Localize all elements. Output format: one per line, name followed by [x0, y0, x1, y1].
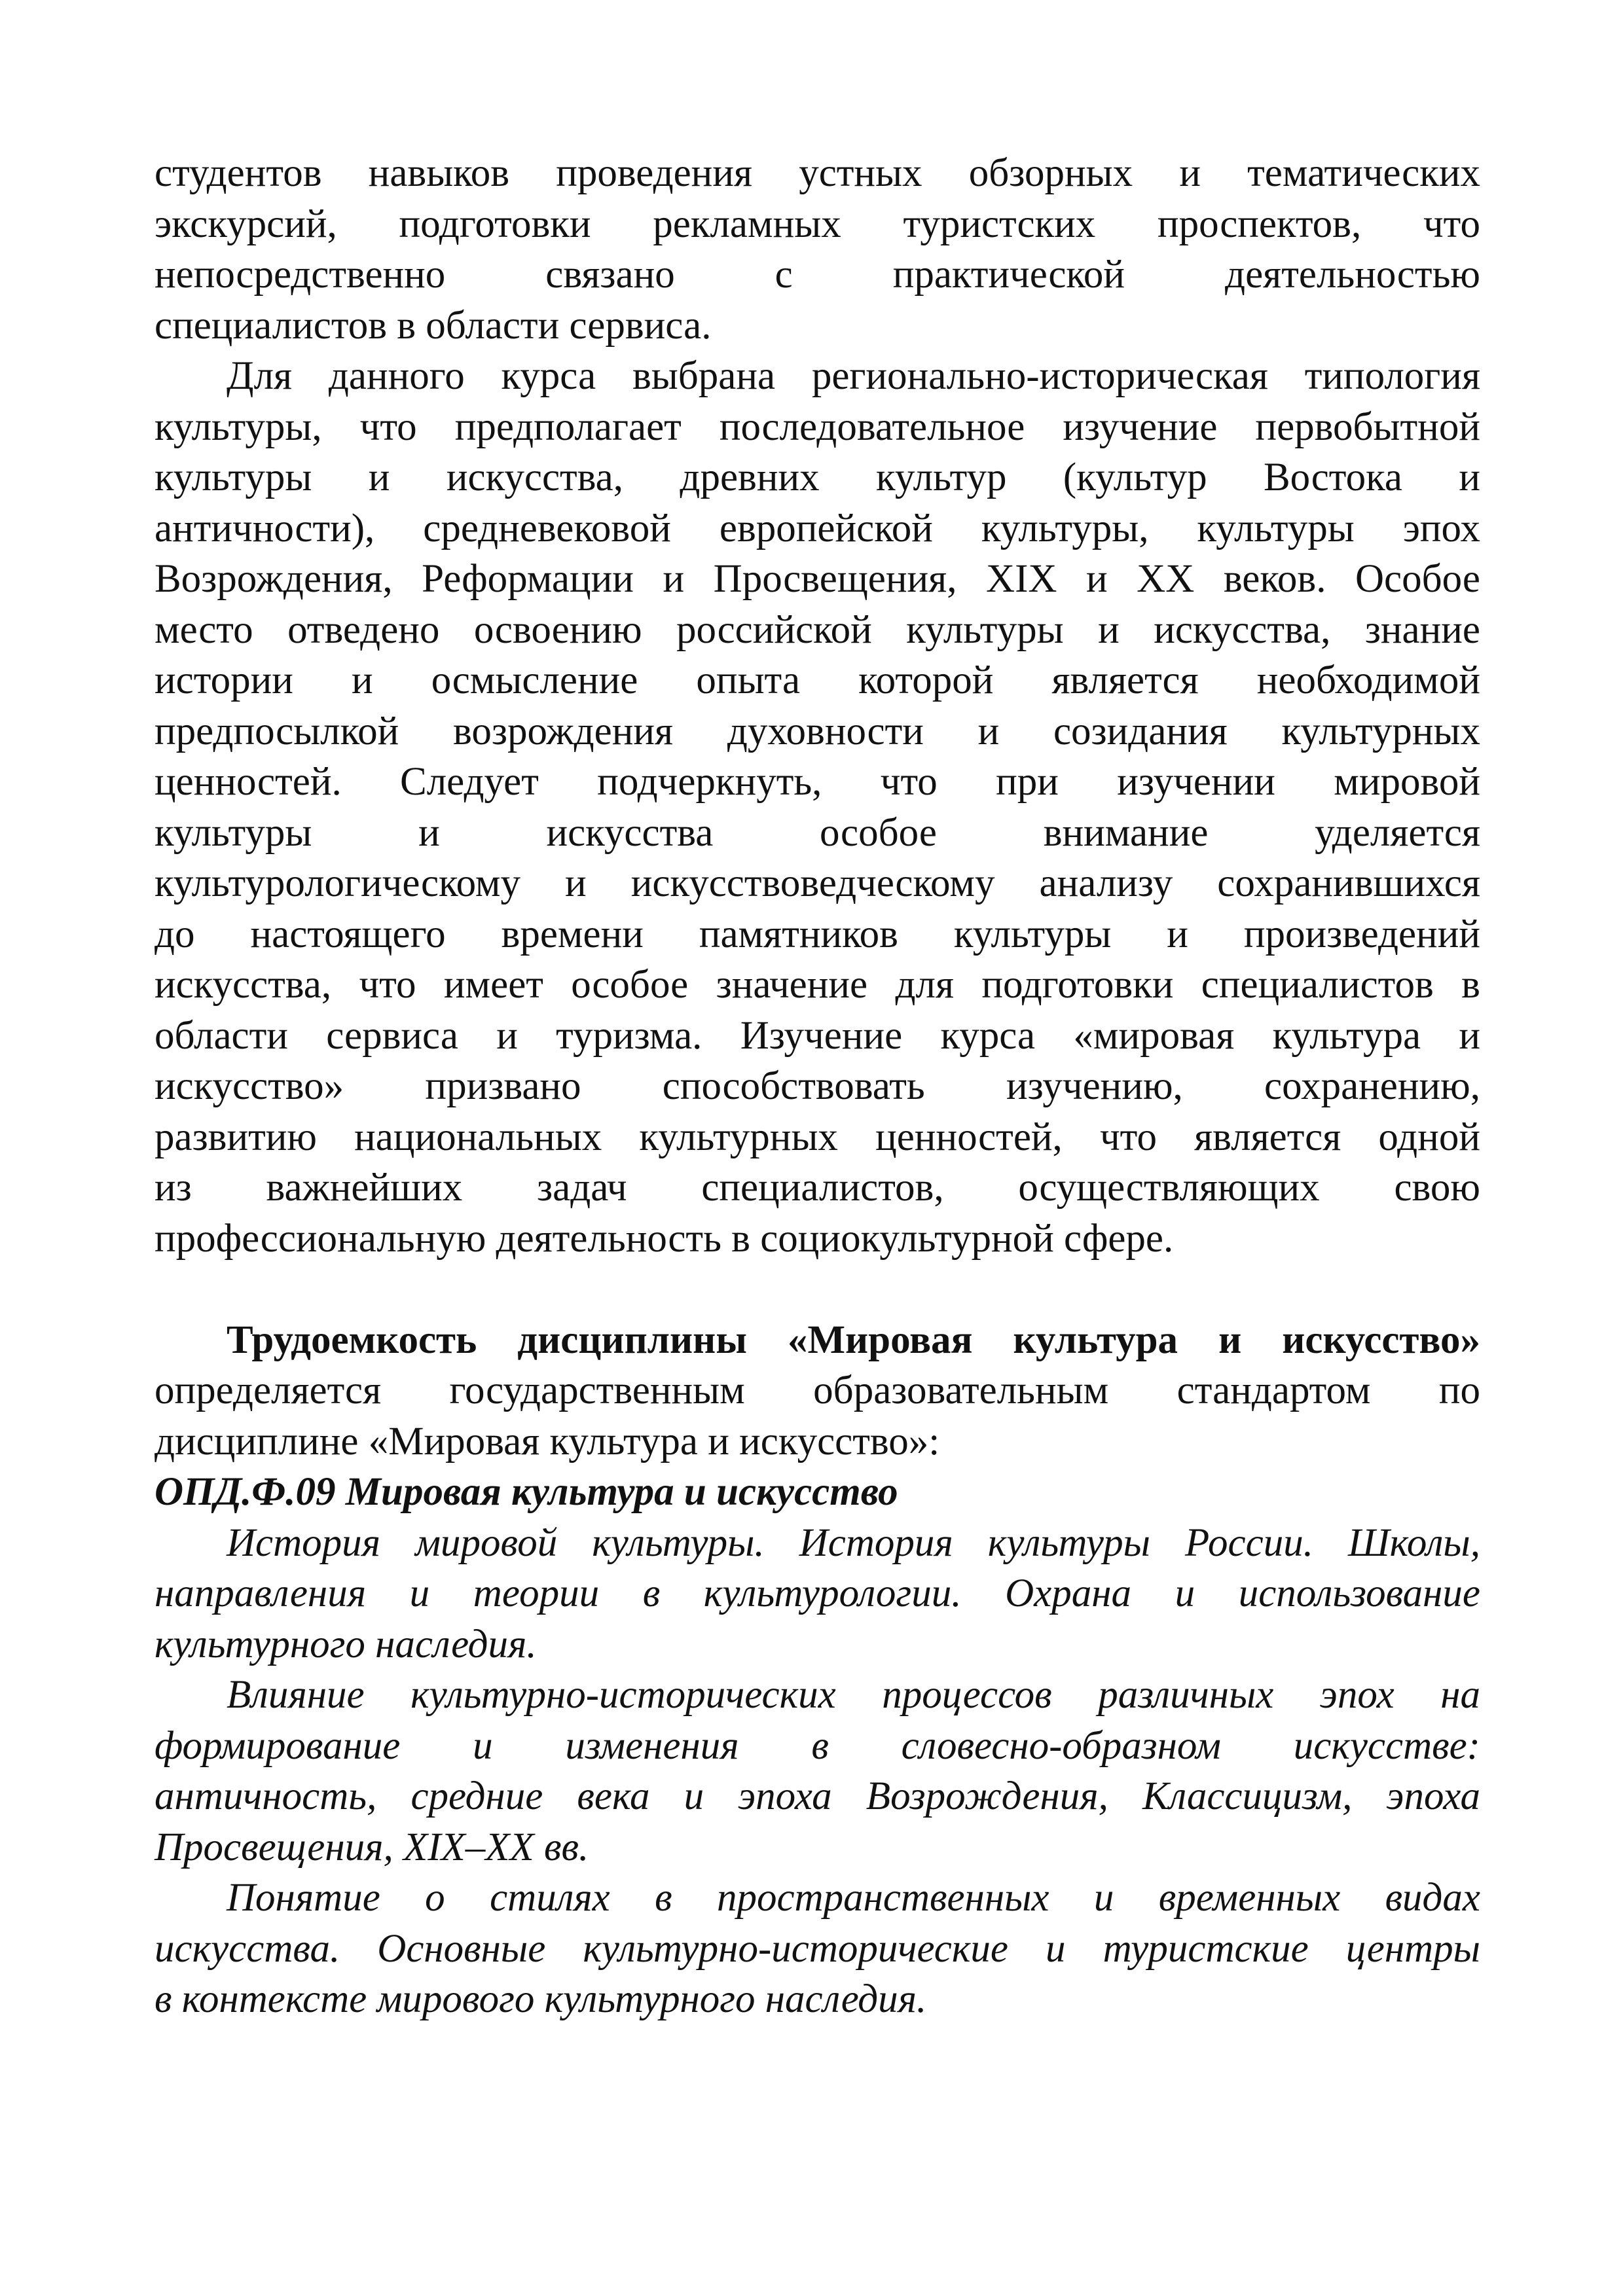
text-line: дисциплине «Мировая культура и искусство»: — [155, 1419, 940, 1463]
text-line: экскурсий, подготовки рекламных туристских проспектов, что — [155, 202, 1480, 246]
text-line: Для данного курса выбрана регионально-историческая типология — [227, 354, 1480, 398]
text-line: Влияние культурно-исторических процессов различных эпох на — [227, 1673, 1480, 1717]
text-line: студентов навыков проведения устных обзорных и тематических — [155, 151, 1480, 195]
text-line: культурного наследия. — [155, 1622, 537, 1666]
text-line: место отведено освоению российской культуры и искусства, знание — [155, 607, 1480, 652]
workload-heading: Трудоемкость дисциплины «Мировая культура и искусство» — [227, 1318, 1480, 1362]
text-line: культуры, что предполагает последовательное изучение первобытной — [155, 404, 1480, 449]
italic-paragraph-influence — [155, 1670, 1480, 1873]
text-line: Возрождения, Реформации и Просвещения, XIX и XX веков. Особое — [155, 557, 1480, 601]
text-line: культуры и искусства особое внимание уделяется — [155, 810, 1480, 855]
text-line: профессиональную деятельность в социокультурной сфере. — [155, 1216, 1174, 1261]
paragraph-typology — [155, 351, 1480, 1264]
text-line: направления и теории в культурологии. Охрана и использование — [155, 1571, 1480, 1615]
text-line: искусства, что имеет особое значение для подготовки специалистов в — [155, 963, 1480, 1007]
text-line: развитию национальных культурных ценностей, что является одной — [155, 1115, 1480, 1159]
text-line: в контексте мирового культурного наследия. — [155, 1977, 927, 2021]
text-line: истории и осмысление опыта которой является необходимой — [155, 658, 1480, 702]
course-code-heading: ОПД.Ф.09 Мировая культура и искусство — [155, 1470, 898, 1514]
italic-paragraph-history — [155, 1518, 1480, 1670]
text-line: античность, средние века и эпоха Возрождения, Классицизм, эпоха — [155, 1774, 1480, 1818]
text-line: области сервиса и туризма. Изучение курса «мировая культура и — [155, 1013, 1480, 1058]
text-line: искусство» призвано способствовать изучению, сохранению, — [155, 1064, 1480, 1108]
italic-paragraph-styles — [155, 1873, 1480, 2025]
text-line: предпосылкой возрождения духовности и созидания культурных — [155, 709, 1480, 753]
paragraph-workload — [155, 1315, 1480, 1467]
text-line: культурологическому и искусствоведческому анализу сохранившихся — [155, 861, 1480, 905]
text-line: античности), средневековой европейской культуры, культуры эпох — [155, 506, 1480, 550]
text-line: История мировой культуры. История культуры России. Школы, — [227, 1520, 1480, 1565]
text-line: культуры и искусства, древних культур (культур Востока и — [155, 456, 1480, 499]
text-line: определяется государственным образовательным стандартом по — [155, 1369, 1480, 1412]
paragraph-spacer — [155, 1264, 1480, 1315]
text-line: ценностей. Следует подчеркнуть, что при изучении мировой — [155, 760, 1480, 804]
text-line: формирование и изменения в словесно-образном искусстве: — [155, 1723, 1480, 1768]
paragraph-intro-continuation — [155, 148, 1480, 351]
text-line: непосредственно связано с практической деятельностью — [155, 253, 1480, 296]
text-line: Понятие о стилях в пространственных и временных видах — [227, 1876, 1480, 1920]
text-line: из важнейших задач специалистов, осуществляющих свою — [155, 1166, 1480, 1210]
text-line: до настоящего времени памятников культуры и произведений — [155, 912, 1480, 956]
text-line: специалистов в области сервиса. — [155, 303, 712, 348]
text-line: искусства. Основные культурно-исторические и туристские центры — [155, 1926, 1480, 1971]
text-line: Просвещения, XIX–XX вв. — [155, 1825, 589, 1869]
document-body — [155, 148, 1480, 2025]
